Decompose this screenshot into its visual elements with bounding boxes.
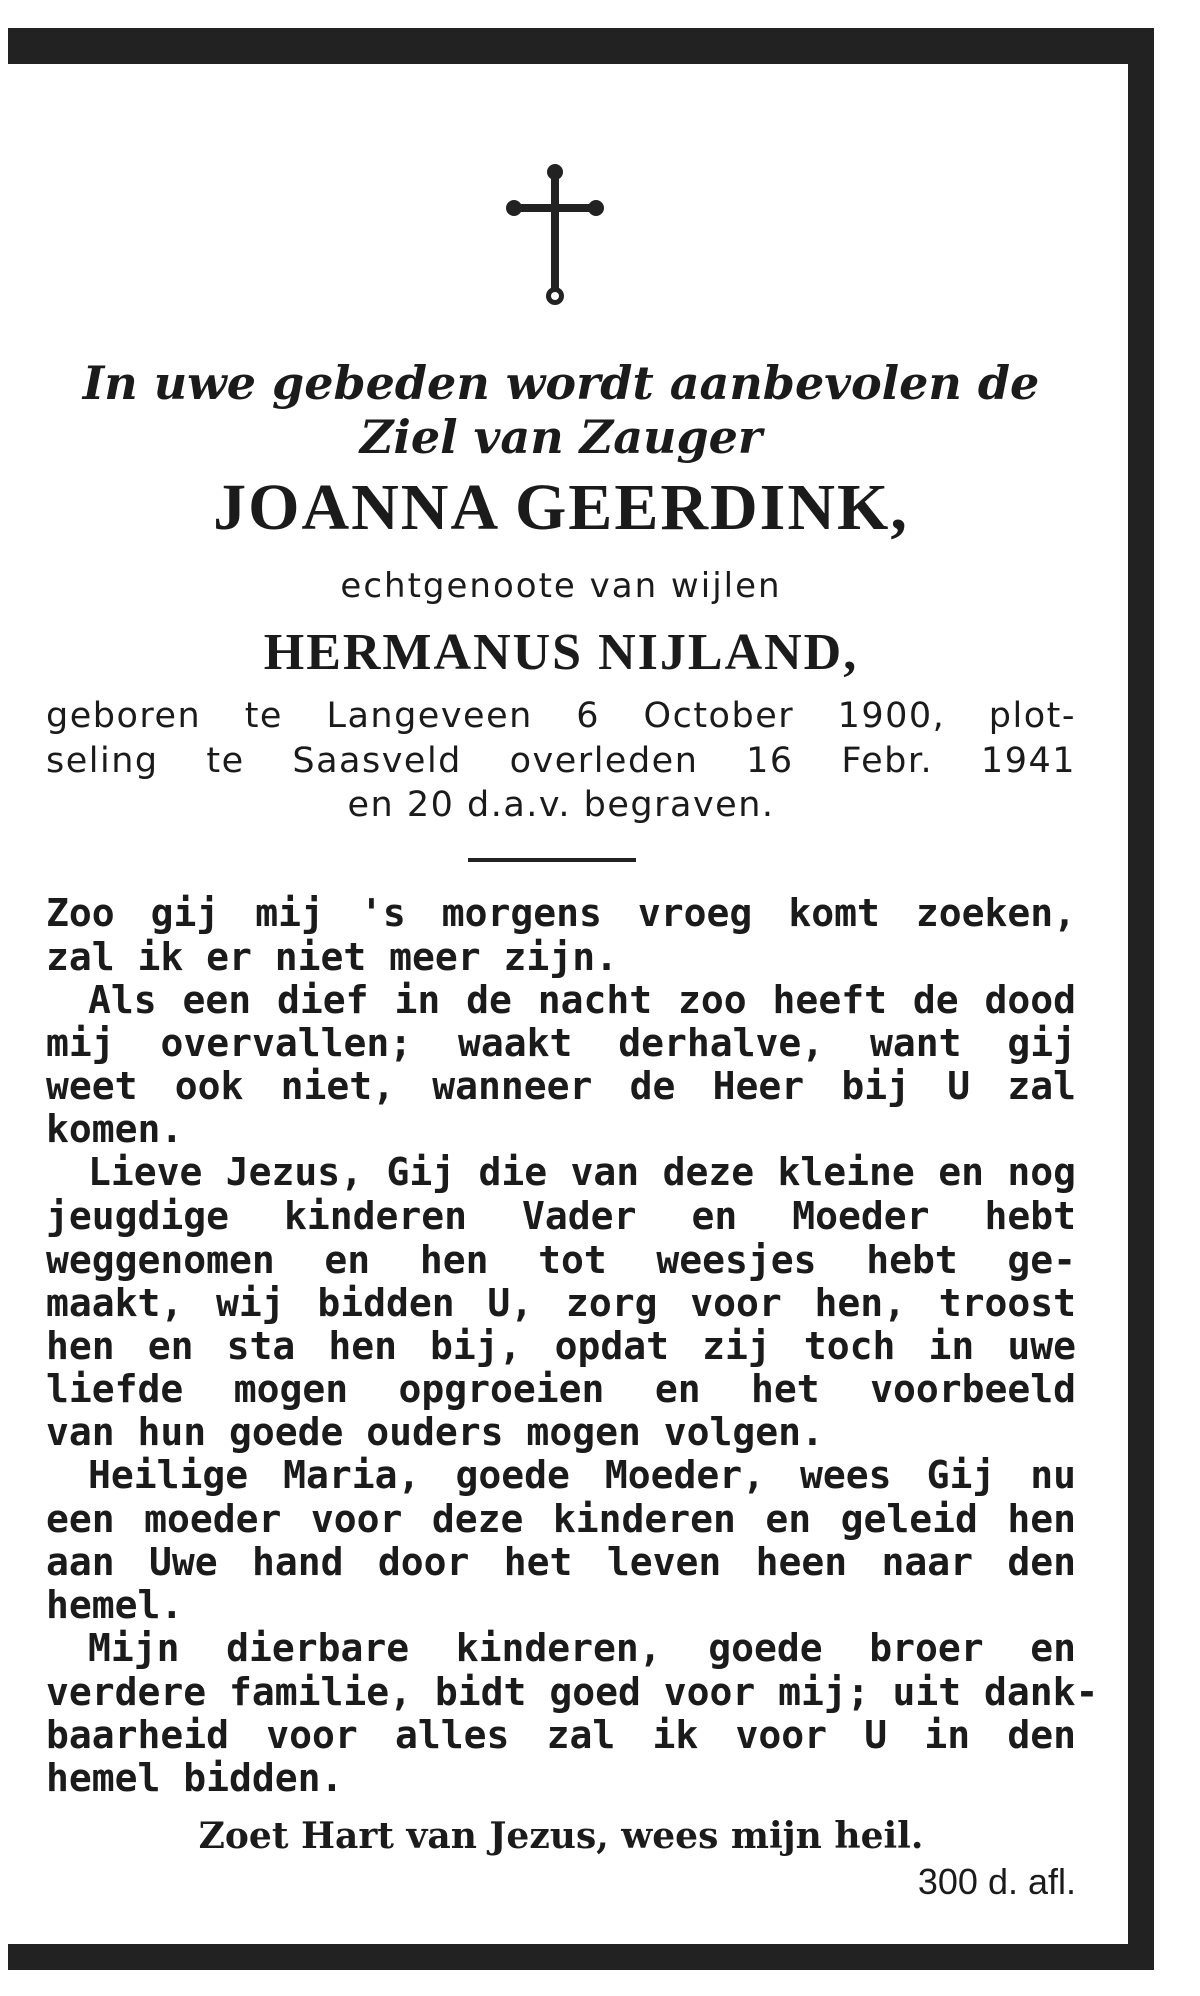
verse-line: hemel.	[46, 1583, 184, 1627]
verse-line: jeugdige kinderen Vader en Moeder hebt	[46, 1194, 1076, 1238]
bio-line: geboren te Langeveen 6 October 1900, plot-	[46, 696, 1076, 736]
verse-line: mij overvallen; waakt derhalve, want gij	[46, 1021, 1076, 1065]
verse-line: komen.	[46, 1107, 184, 1151]
cross-icon	[505, 162, 605, 308]
verse-line: hemel bidden.	[46, 1756, 344, 1800]
spouse-name: HERMANUS NIJLAND,	[263, 624, 859, 681]
verse-line: Zoo gij mij 's morgens vroeg komt zoeken,	[46, 891, 1076, 935]
verse-line: verdere familie, bidt goed voor mij; uit dank-	[46, 1670, 1099, 1714]
deceased-name: JOANNA GEERDINK,	[213, 471, 909, 544]
verse-line: weggenomen en hen tot weesjes hebt ge-	[46, 1238, 1076, 1282]
spouse-intro: echtgenoote van wijlen	[340, 566, 782, 606]
verse-line: Lieve Jezus, Gij die van deze kleine en nog	[88, 1150, 1076, 1194]
verse-line: hen en sta hen bij, opdat zij toch in uwe	[46, 1324, 1076, 1368]
verse-line: Als een dief in de nacht zoo heeft de dood	[88, 978, 1076, 1022]
intro-line: Ziel van Zauger	[359, 410, 763, 464]
divider	[468, 858, 636, 862]
verse-line: Mijn dierbare kinderen, goede broer en	[88, 1626, 1076, 1670]
verse-line: weet ook niet, wanneer de Heer bij U zal	[46, 1064, 1076, 1108]
verse-line: van hun goede ouders mogen volgen.	[46, 1410, 824, 1454]
bio-line: en 20 d.a.v. begraven.	[347, 785, 775, 825]
verse-line: zal ik er niet meer zijn.	[46, 935, 618, 979]
closing-prayer: Zoet Hart van Jezus, wees mijn heil.	[198, 1815, 924, 1857]
intro-line: In uwe gebeden wordt aanbevolen de	[82, 356, 1040, 410]
indulgence-note: 300 d. afl.	[917, 1861, 1076, 1902]
bio-line: seling te Saasveld overleden 16 Febr. 1941	[46, 741, 1076, 781]
verse-line: een moeder voor deze kinderen en geleid hen	[46, 1497, 1076, 1541]
verse-line: liefde mogen opgroeien en het voorbeeld	[46, 1367, 1076, 1411]
verse-line: Heilige Maria, goede Moeder, wees Gij nu	[88, 1453, 1076, 1497]
verse-line: aan Uwe hand door het leven heen naar den	[46, 1540, 1076, 1584]
verse-line: baarheid voor alles zal ik voor U in den	[46, 1713, 1076, 1757]
verse-line: maakt, wij bidden U, zorg voor hen, troost	[46, 1281, 1076, 1325]
